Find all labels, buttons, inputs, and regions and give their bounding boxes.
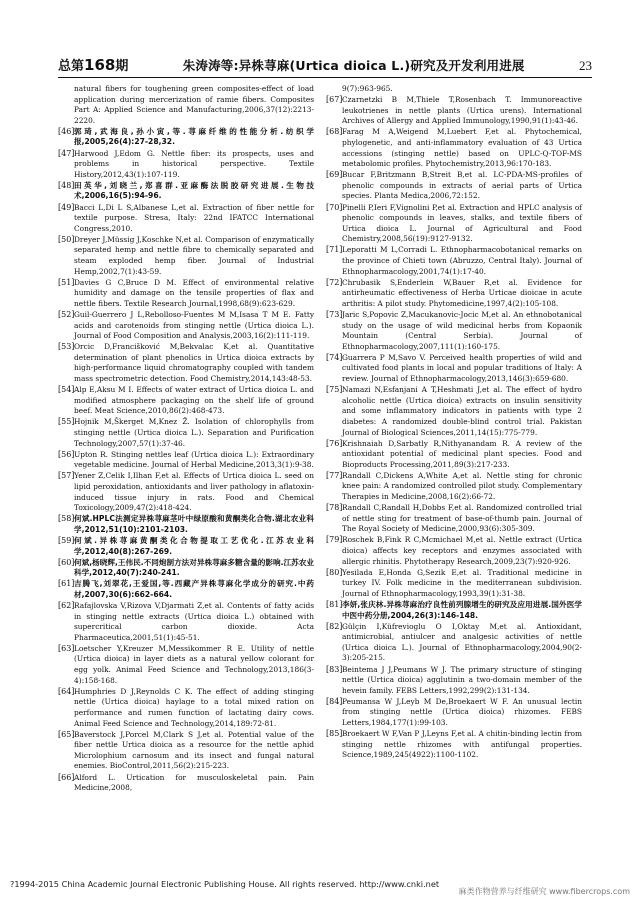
reference-number: [65] (58, 729, 75, 739)
reference-entry (326, 621, 582, 664)
reference-text: 何斌,杨晓辉,王伟民.不同炮制方法对异株荨麻多糖含量的影响.江苏农业科学,2012,40(7):240-241. (74, 557, 314, 578)
reference-text: Jaric S,Popovic Z,Macukanovic-Jocic M,et al. An ethnobotanical study on the usage of wild medicinal herbs from Kopaonik Mountain (Central Serbia). Journal of Ethnopharmacology,2007,111(1):160-175. (342, 309, 582, 351)
reference-number: [83] (326, 664, 343, 674)
reference-number: [57] (58, 471, 75, 481)
reference-text: Yesilada E,Honda G,Sezik E,et al. Traditional medicine in turkey IV. Folk medicine in the mediterranean subdivision. Journal of Ethnopharmacology,1993,39(1):31-38. (342, 567, 582, 598)
reference-text: Chrubasik S,Enderlein W,Bauer R,et al. Evidence for antirheumatic effectiveness of Herba Urticae dioicae in acute arthritis: A pilot study. Phytomedicine,1997,4(2):105-108. (342, 277, 582, 308)
reference-number: [71] (326, 245, 343, 255)
reference-text: Orcic D,Francišković M,Bekvalac K,et al. Quantitative determination of plant phenolics in Urtica dioica extracts by high-performance liquid chromatography coupled with tandem mass spectrometric detection. Food Chemistry,2014,143:48-53. (74, 342, 314, 384)
reference-text: Czarnetzki B M,Thiele T,Rosenbach T. Immunoreactive leukotrienes in nettle plants (Urtica urens). International Archives of Allergy and Applied Immunology,1990,91(1):43-46. (342, 95, 582, 126)
reference-text: 何斌.HPLC法测定异株荨麻茎叶中绿原酸和黄酮类化合物.湖北农业科学,2012,51(10):2101-2103. (74, 514, 314, 534)
site-watermark: 麻类作物营养与纤维研究 www.fibercrops.com (458, 887, 630, 896)
reference-entry (326, 170, 582, 202)
reference-entry (58, 309, 314, 342)
reference-number: [47] (58, 148, 75, 158)
reference-entry (326, 470, 582, 503)
reference-text: Bucar F,Britzmann B,Streit B,et al. LC-PDA-MS-profiles of phenolic compounds in extracts of aerial parts of Urtica species. Planta Medica,2006,72:152. (342, 170, 582, 201)
reference-text: 田英华,刘晓兰,郑喜群.亚麻酶法脱胶研究进展.生物技术,2006,16(5):94-96. (74, 180, 314, 201)
reference-text: Randall C,Dickens A,White A,et al. Nettle sting for chronic knee pain: A randomized controlled pilot study. Complementary Therapies in Medicine,2008,16(2):66-72. (342, 470, 582, 502)
reference-entry (58, 202, 314, 235)
reference-number: [85] (326, 729, 343, 739)
reference-text: Dreyer J,Müssig J,Koschke N,et al. Comparison of enzymatically separated hemp and nettle fibre to chemically separated and steam exploded hemp fiber. Journal of Industrial Hemp,2002,7(1):43-59. (74, 234, 314, 276)
reference-entry (58, 601, 314, 643)
reference-number: [60] (58, 557, 75, 567)
reference-text: Peumansa W J,Leyb M De,Broekaert W F. An unusual lectin from stinging nettle (Urtica dioica) rhizomes. FEBS Letters,1984,177(1):99-103. (342, 696, 582, 728)
reference-entry (58, 342, 314, 384)
running-header (58, 50, 592, 78)
reference-text: Yener Z,Celik I,Ilhan F,et al. Effects of Urtica dioica L. seed on lipid peroxidation, antioxidants and liver pathology in aflatoxin-induced tissue injury in rats. Food and Chemical Toxicology,2009,47(2):418-424. (74, 471, 314, 513)
reference-number: [67] (326, 95, 343, 105)
reference-number: [55] (58, 417, 75, 427)
reference-number: [77] (326, 470, 343, 480)
reference-columns (58, 84, 582, 844)
reference-entry (58, 535, 314, 557)
reference-number: [84] (326, 696, 343, 706)
reference-entry (58, 126, 314, 148)
reference-number: [66] (58, 772, 75, 782)
article-running-title: 朱涛涛等:异株荨麻(Urtica dioica L.)研究及开发利用进展 (182, 58, 525, 73)
reference-number: [68] (326, 127, 343, 137)
reference-entry (58, 471, 314, 513)
reference-number: [82] (326, 621, 343, 631)
reference-entry (58, 148, 314, 181)
reference-entry (326, 729, 582, 761)
reference-number: [54] (58, 385, 75, 395)
reference-number: [81] (326, 600, 343, 609)
reference-entry (326, 664, 582, 697)
reference-number: [73] (326, 309, 343, 319)
reference-entry (326, 277, 582, 310)
reference-entry (326, 696, 582, 729)
reference-entry (326, 600, 582, 621)
reference-text: 郭琦,武海良,孙小寅,等.荨麻纤维的性能分析.纺织学报,2005,26(4):27-28,32. (74, 126, 314, 147)
reference-number: [75] (326, 385, 343, 395)
reference-entry (58, 772, 314, 794)
reference-number: [63] (58, 643, 75, 653)
reference-entry (326, 127, 582, 169)
reference-column-right (326, 84, 582, 844)
reference-entry (58, 686, 314, 729)
reference-entry (326, 245, 582, 277)
reference-text: Pinelli P,Ieri F,Vignolini P,et al. Extraction and HPLC analysis of phenolic compounds in leaves, stalks, and textile fibers of Urtica dioica L. Journal of Agricultural and Food Chemistry,2008,56(19):9127-9132. (342, 202, 582, 244)
reference-text: Humphries D J,Reynolds C K. The effect of adding stinging nettle (Urtica dioica) haylage to a total mixed ration on performance and rumen function of lactating dairy cows. Animal Feed Science and Technology,2014,189:72-81. (74, 686, 314, 728)
reference-number: [64] (58, 686, 75, 696)
reference-text: Davies G C,Bruce D M. Effect of environmental relative humidity and damage on the tensile properties of flax and nettle fibers. Textile Research Journal,1998,68(9):623-629. (74, 277, 314, 308)
reference-text: Loetscher Y,Kreuzer M,Messikommer R E. Utility of nettle (Urtica dioica) in layer diets as a natural yellow colorant for egg yolk. Animal Feed Science and Technology,2013,186(3-4):158-168. (74, 643, 314, 685)
reference-text: Gülçin I,Küfrevioglu O I,Oktay M,et al. Antioxidant, antimicrobial, antiulcer and analgesic activities of nettle (Urtica dioica L.). Journal of Ethnopharmacology,2004,90(2-3):205-215. (342, 621, 582, 663)
copyright-footer: ?1994-2015 China Academic Journal Electronic Publishing House. All rights reserved. http://www.cnki.net (10, 879, 440, 889)
reference-text: 何斌.异株荨麻黄酮类化合物提取工艺优化.江苏农业科学,2012,40(8):267-269. (74, 535, 314, 556)
reference-entry (58, 385, 314, 417)
reference-entry (58, 579, 314, 600)
reference-text: Roschek B,Fink R C,Mcmichael M,et al. Nettle extract (Urtica dioica) affects key receptors and enzymes associated with allergic rhinitis. Phytotherapy Research,2009,23(7):920-926. (342, 535, 582, 566)
reference-number: [79] (326, 535, 343, 545)
reference-text: 李妍,张庆林.异株荨麻治疗良性前列腺增生的研究及应用进展.国外医学中医中药分册,2004,26(3):146-148. (342, 600, 582, 620)
reference-continuation: 9(7):963-965. (342, 84, 393, 93)
page-number: 23 (578, 58, 592, 73)
reference-number: [48] (58, 180, 75, 190)
reference-text: Alp E,Aksu M I. Effects of water extract of Urtica dioica L. and modified atmosphere packaging on the shelf life of ground beef. Meat Science,2010,86(2):468-473. (74, 385, 314, 416)
reference-text: Farag M A,Weigend M,Luebert F,et al. Phytochemical, phylogenetic, and anti-inflammatory evaluation of 43 Urtica accessions (stinging nettle) based on UPLC-Q-TOF-MS metabolomic profiles. Phytochemistry,2013,96:170-183. (342, 127, 582, 169)
reference-entry (326, 567, 582, 600)
reference-entry (58, 417, 314, 449)
issue-number: 168 (84, 56, 116, 74)
reference-entry (326, 503, 582, 535)
reference-text: Upton R. Stinging nettles leaf (Urtica dioica L.): Extraordinary vegetable medicine. Journal of Herbal Medicine,2013,3(1):9-38. (74, 449, 314, 470)
reference-number: [49] (58, 202, 75, 212)
reference-text: Leporatti M L,Corradi L. Ethnopharmacobotanical remarks on the province of Chieti town (Abruzzo, Central Italy). Journal of Ethnopharmacology,2001,74(1):17-40. (342, 245, 582, 276)
reference-text: Baverstock J,Porcel M,Clark S J,et al. Potential value of the fiber nettle Urtica dioica as a resource for the nettle aphid Microlophium carnosum and its insect and fungal natural enemies. BioControl,2011,56(2):215-223. (74, 729, 314, 771)
reference-number: [80] (326, 567, 343, 577)
reference-number: [53] (58, 342, 75, 352)
reference-text: Bacci L,Di L S,Albanese L,et al. Extraction of fiber nettle for textile purpose. Stresa, Italy: 22nd IFATCC International Congress,2010. (74, 202, 314, 233)
reference-entry (326, 385, 582, 438)
reference-entry (58, 449, 314, 471)
reference-text: Randall C,Randall H,Dobbs F,et al. Randomized controlled trial of nettle sting for treatment of base-of-thumb pain. Journal of The Royal Society of Medicine,2000,93(6):305-309. (342, 503, 582, 534)
reference-number: [70] (326, 202, 343, 212)
reference-number: [46] (58, 126, 75, 136)
reference-text: Guarrera P M,Savo V. Perceived health properties of wild and cultivated food plants in local and popular traditions of Italy: A review. Journal of Ethnopharmacology,2013,146(3):659-680. (342, 352, 582, 384)
reference-number: [52] (58, 309, 75, 319)
reference-number: [72] (326, 277, 343, 287)
reference-text: Guil-Guerrero J L,Rebolloso-Fuentes M M,Isasa T M E. Fatty acids and carotenoids from stinging nettle (Urtica dioica L.). Journal of Food Composition and Analysis,2003,16(2):111-119. (74, 309, 314, 341)
reference-number: [61] (58, 579, 75, 589)
reference-number: [59] (58, 535, 75, 545)
reference-entry (326, 438, 582, 471)
reference-entry (326, 202, 582, 245)
reference-text: Namazi N,Esfanjani A T,Heshmati J,et al. The effect of hydro alcoholic nettle (Urtica dioica) extracts on insulin sensitivity and some inflammatory indicators in patients with type 2 diabetes: A randomized double-blind control trial. Pakistan Journal of Biological Sciences,2011,14(15):775-779. (342, 385, 582, 437)
reference-entry (58, 643, 314, 686)
reference-number: [74] (326, 352, 343, 362)
reference-entry (58, 514, 314, 535)
reference-number: [51] (58, 277, 75, 287)
reference-text: Rafajlovska V,Rizova V,Djarmati Z,et al. Contents of fatty acids in stinging nettle extracts (Urtica dioica L.) obtained with supercritical carbon dioxide. Acta Pharmaceutica,2001,51(1):45-51. (74, 601, 314, 642)
reference-entry (58, 180, 314, 202)
reference-entry (326, 95, 582, 127)
reference-number: [56] (58, 449, 75, 459)
reference-number: [78] (326, 503, 343, 513)
reference-continuation: natural fibers for toughening green composites-effect of load application during mercerization of ramie fibers. Composites Part A: Applied Science and Manufacturing,2006,37(12):2213-2220. (74, 84, 314, 125)
reference-number: [69] (326, 170, 343, 180)
reference-entry (58, 729, 314, 772)
reference-text: Beintema J J,Peumans W J. The primary structure of stinging nettle (Urtica dioica) agglutinin a two-domain member of the hevein family. FEBS Letters,1992,299(2):131-134. (342, 664, 582, 695)
reference-number: [76] (326, 438, 343, 448)
reference-text: 吉腾飞,刘翠花,王爱国,等.西藏产异株荨麻化学成分的研究.中药材,2007,30(6):662-664. (74, 579, 314, 599)
reference-text: Krishnaiah D,Sarbatly R,Nithyanandam R. A review of the antioxidant potential of medicinal plant species. Food and Bioproducts Processing,2011,89(3):217-233. (342, 438, 582, 469)
reference-entry (58, 277, 314, 310)
reference-number: [62] (58, 601, 75, 610)
reference-number: [50] (58, 234, 75, 244)
reference-entry (326, 535, 582, 567)
reference-text: Harwood J,Edom G. Nettle fiber: its prospects, uses and problems in historical perspective. Textile History,2012,43(1):107-119. (74, 148, 314, 179)
reference-number: [58] (58, 514, 75, 524)
reference-entry (58, 234, 314, 277)
reference-text: Alford L. Urtication for musculoskeletal pain. Pain Medicine,2008, (74, 772, 314, 793)
reference-text: Hojnik M,Škerget M,Knez Ž. Isolation of chlorophylls from stinging nettle (Urtica dioica L.). Separation and Purification Technology,2007,57(1):37-46. (74, 417, 314, 448)
reference-column-left (58, 84, 314, 844)
reference-entry (326, 352, 582, 385)
reference-entry (326, 309, 582, 352)
reference-entry (58, 557, 314, 579)
reference-text: Broekaert W F,Van P J,Leyns F,et al. A chitin-binding lectin from stinging nettle rhizomes with antifungal properties. Science,1989,245(4922):1100-1102. (342, 729, 582, 760)
issue-label: 总第168期 (58, 56, 129, 74)
